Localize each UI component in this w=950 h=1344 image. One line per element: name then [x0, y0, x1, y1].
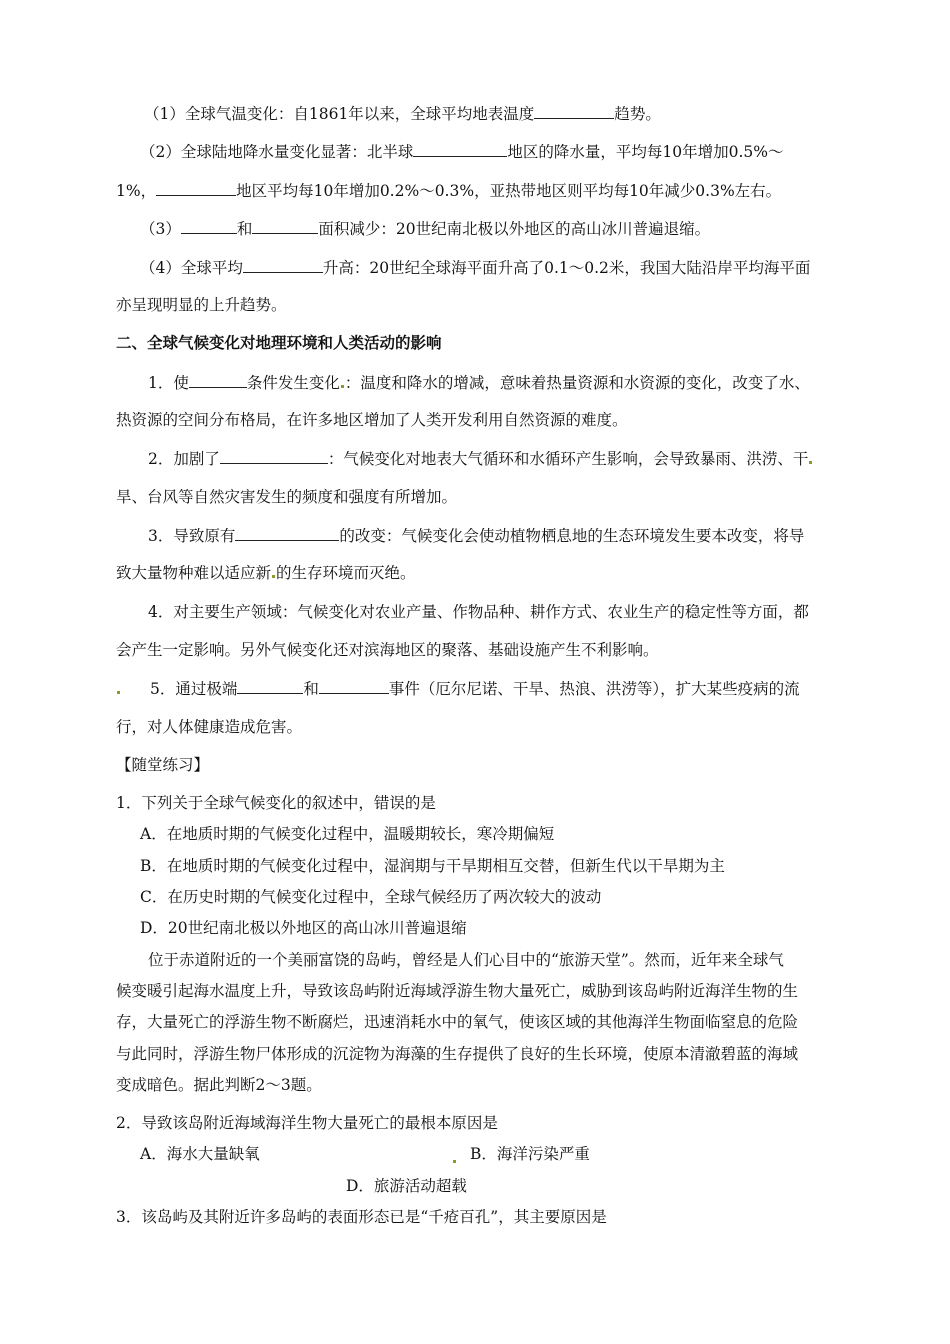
- s2-p5-line2: [116, 717, 302, 737]
- s2-p5-line1: [116, 678, 800, 699]
- s1-item4-text: （4）全球平均: [140, 259, 243, 277]
- s2-p1-text-c: ：温度和降水的增减，意味着热量资源和水资源的变化，改变了水、: [344, 374, 810, 392]
- s1-item4-text-end: 亦呈现明显的上升趋势。: [116, 296, 287, 314]
- s2-p1-text: 1．使: [148, 374, 189, 392]
- s2-p4-text: 4．对主要生产领域：气候变化对农业产量、作物品种、耕作方式、农业生产的稳定性等方面，都: [148, 603, 809, 621]
- dot-mark: [117, 691, 120, 694]
- section2-heading: 二、全球气候变化对地理环境和人类活动的影响: [116, 333, 442, 352]
- s2-p2-text-b: ：气候变化对地表大气循环和水循环产生影响，会导致暴雨、洪涝、干: [327, 450, 809, 468]
- q2-option-a: A．海水大量缺氧: [140, 1145, 260, 1163]
- fill-blank[interactable]: [235, 525, 339, 541]
- s2-p4-line1: [148, 602, 809, 622]
- s2-p3-text: 3．导致原有: [148, 527, 236, 545]
- s2-p1-text-b: 条件发生变化: [246, 374, 340, 392]
- s1-item4-text-mid: 升高：20世纪全球海平面升高了0.1～0.2米，我国大陆沿岸平均海平面: [322, 259, 811, 277]
- s2-p3-line1: [148, 525, 804, 546]
- s1-item2-text: （2）全球陆地降水量变化显著：北半球: [140, 143, 414, 161]
- s2-p3-text-b: 的改变：气候变化会使动植物栖息地的生态环境发生要本改变，将导: [339, 527, 805, 545]
- s2-p3-text-d: 的生存环境而灭绝。: [276, 564, 416, 582]
- s1-item2-text-d: 地区平均每10年增加0.2%～0.3%，亚热带地区则平均每10年减少0.3%左右。: [236, 182, 782, 200]
- q1-option-c: C．在历史时期的气候变化过程中，全球气候经历了两次较大的波动: [140, 888, 602, 906]
- fill-blank[interactable]: [237, 678, 303, 694]
- passage-line-4: 与此同时，浮游生物尸体形成的沉淀物为海藻的生存提供了良好的生长环境，使原本清澈碧蓝的海域: [116, 1045, 799, 1063]
- s1-item2-text-mid: 地区的降水量，平均每10年增加0.5%～: [507, 143, 784, 161]
- q3-stem: 3．该岛屿及其附近许多岛屿的表面形态已是“千疮百孔”，其主要原因是: [116, 1208, 607, 1226]
- s2-p4-line2: [116, 640, 659, 660]
- s1-item3: [140, 218, 710, 239]
- dot-mark: [809, 461, 812, 464]
- s2-p5-text-d: 行，对人体健康造成危害。: [116, 718, 303, 736]
- s1-item4-line1: [140, 257, 810, 278]
- practice-heading: 【随堂练习】: [116, 756, 210, 774]
- s1-item3-text-end: 面积减少：20世纪南北极以外地区的高山冰川普遍退缩。: [318, 220, 711, 238]
- passage-line-2: 候变暖引起海水温度上升，导致该岛屿附近海域浮游生物大量死亡，威胁到该岛屿附近海洋生物的生: [116, 982, 799, 1000]
- fill-blank[interactable]: [156, 180, 236, 196]
- dot-mark: [272, 575, 275, 578]
- fill-blank[interactable]: [252, 218, 318, 234]
- q1-option-b: B．在地质时期的气候变化过程中，湿润期与干旱期相互交替，但新生代以干旱期为主: [140, 857, 725, 875]
- s1-item1: [144, 103, 661, 124]
- s2-p1-text-d: 热资源的空间分布格局，在许多地区增加了人类开发利用自然资源的难度。: [116, 411, 628, 429]
- fill-blank[interactable]: [413, 141, 507, 157]
- s2-p5-text-c: 事件（厄尔尼诺、干旱、热浪、洪涝等），扩大某些疫病的流: [388, 680, 800, 698]
- s1-item2-line2: [116, 180, 781, 201]
- s2-p3-text-c: 致大量物种难以适应新: [116, 564, 272, 582]
- s1-item1-text-end: 趋势。: [614, 105, 661, 123]
- s1-item2-text-c: 1%，: [116, 182, 157, 200]
- s2-p1-line2: [116, 410, 628, 430]
- s1-item2-line1: [140, 141, 783, 162]
- dot-mark: [453, 1160, 456, 1163]
- s2-p2-line2: [116, 487, 457, 507]
- dot-mark: [341, 385, 344, 388]
- q1-option-a: A．在地质时期的气候变化过程中，温暖期较长，寒冷期偏短: [140, 825, 555, 843]
- fill-blank[interactable]: [189, 372, 247, 388]
- s2-p4-text-b: 会产生一定影响。另外气候变化还对滨海地区的聚落、基础设施产生不利影响。: [116, 641, 659, 659]
- passage-line-1: 位于赤道附近的一个美丽富饶的岛屿，曾经是人们心目中的“旅游天堂”。然而，近年来全球气: [148, 951, 784, 969]
- q2-option-d: D．旅游活动超载: [346, 1177, 467, 1195]
- q2-option-b: B．海洋污染严重: [470, 1145, 590, 1163]
- s2-p2-text: 2．加剧了: [148, 450, 220, 468]
- s2-p3-line2: [116, 563, 416, 583]
- s1-item4-line2: [116, 295, 287, 315]
- s2-p2-text-c: 旱、台风等自然灾害发生的频度和强度有所增加。: [116, 488, 458, 506]
- q2-stem: 2．导致该岛附近海域海洋生物大量死亡的最根本原因是: [116, 1114, 498, 1132]
- fill-blank[interactable]: [534, 103, 614, 119]
- s2-p5-and: 和: [303, 680, 319, 698]
- s2-p2-line1: [148, 448, 813, 469]
- q1-stem: 1．下列关于全球气候变化的叙述中，错误的是: [116, 794, 436, 812]
- fill-blank[interactable]: [319, 678, 389, 694]
- s2-p1-line1: [148, 372, 810, 393]
- s1-item3-text: （3）: [140, 220, 181, 238]
- fill-blank[interactable]: [220, 448, 328, 464]
- s1-item1-text: （1）全球气温变化：自1861年以来，全球平均地表温度: [144, 105, 535, 123]
- fill-blank[interactable]: [181, 218, 237, 234]
- q1-option-d: D．20世纪南北极以外地区的高山冰川普遍退缩: [140, 919, 467, 937]
- s1-item3-and: 和: [236, 220, 253, 238]
- fill-blank[interactable]: [243, 257, 323, 273]
- passage-line-5: 变成暗色。据此判断2～3题。: [116, 1076, 322, 1094]
- passage-line-3: 存，大量死亡的浮游生物不断腐烂，迅速消耗水中的氧气，使该区域的其他海洋生物面临窒息的危险: [116, 1013, 799, 1031]
- s2-p5-text: 5．通过极端: [150, 680, 238, 698]
